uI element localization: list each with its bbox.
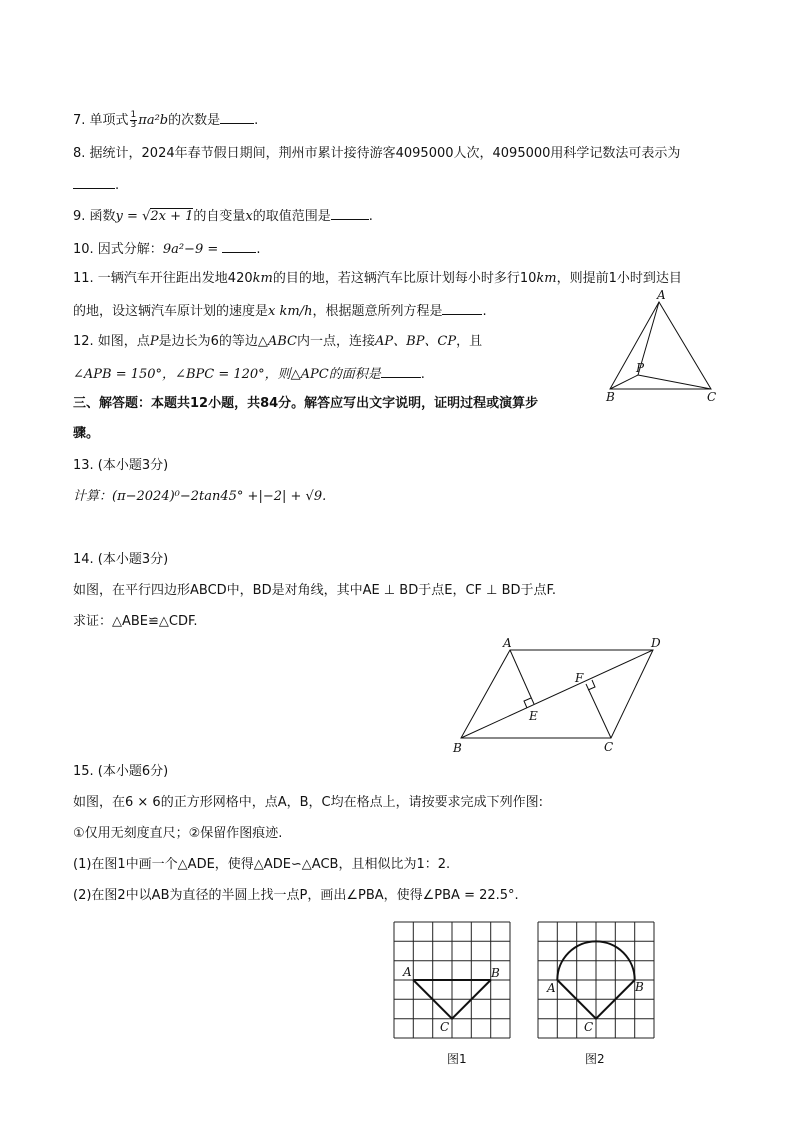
label-b: B xyxy=(453,741,462,755)
answer-blank[interactable] xyxy=(220,110,254,124)
right-angle-f xyxy=(588,680,595,690)
question-15-line1: 如图，在6 × 6的正方形网格中，点A，B，C均在格点上，请按要求完成下列作图: xyxy=(73,795,543,810)
question-15-title: 15. (本小题6分) xyxy=(73,764,169,779)
question-8: 8. 据统计，2024年春节假日期间，荆州市累计接待游客4095000人次，4095000用科学记数法可表示为 xyxy=(73,146,681,161)
label-d: D xyxy=(651,636,661,650)
sqrt-symbol: √ xyxy=(142,209,151,224)
diagonal-bd xyxy=(461,650,653,738)
question-14-prove: 求证：△ABE≌△CDF. xyxy=(73,614,198,629)
triangle-abc xyxy=(610,302,711,389)
grid-figure-1 xyxy=(392,920,512,1040)
segment-ae xyxy=(510,650,534,704)
question-8-blank-line: . xyxy=(73,175,119,195)
label-a: A xyxy=(403,965,412,979)
question-12-line1: 12. 如图，点P是边长为6的等边△ABC内一点，连接AP、BP、CP，且 xyxy=(73,334,483,349)
label-c: C xyxy=(584,1020,594,1034)
figure-2-caption: 图2 xyxy=(585,1052,605,1066)
segment-cf xyxy=(586,684,611,738)
question-13-body: 计算：(π−2024)⁰−2tan45° +|−2| + √9. xyxy=(73,489,327,504)
question-15-line3: (1)在图1中画一个△ADE，使得△ADE∽△ACB，且相似比为1：2. xyxy=(73,857,451,872)
label-b: B xyxy=(491,966,500,980)
label-c: C xyxy=(440,1020,450,1034)
question-11-line1: 11. 一辆汽车开往距出发地420km的目的地，若这辆汽车比原计划每小时多行10km，则提前1小时到达目 xyxy=(73,271,682,286)
label-b: B xyxy=(635,980,644,994)
label-b: B xyxy=(606,390,615,404)
answer-blank[interactable] xyxy=(381,364,421,378)
section-3-heading: 三、解答题：本题共12小题，共84分。解答应写出文字说明，证明过程或演算步 xyxy=(73,396,539,411)
label-a: A xyxy=(503,636,512,650)
question-14-title: 14. (本小题3分) xyxy=(73,552,169,567)
label-c: C xyxy=(604,740,614,754)
triangle-figure xyxy=(602,290,722,405)
question-7: 7. 单项式 $\frac{1}{3}$ πa²b的次数是 . xyxy=(73,110,259,130)
figure-1-caption: 图1 xyxy=(447,1052,467,1066)
question-11-line2: 的地，设这辆汽车原计划的速度是x km/h，根据题意所列方程是 . xyxy=(73,301,487,321)
question-15-line2: ①仅用无刻度直尺；②保留作图痕迹. xyxy=(73,826,283,841)
question-10: 10. 因式分解：9a²−9 = . xyxy=(73,239,261,259)
answer-blank[interactable] xyxy=(222,239,256,253)
question-14-body: 如图，在平行四边形ABCD中，BD是对角线，其中AE ⊥ BD于点E，CF ⊥ BD于点F. xyxy=(73,583,557,598)
label-c: C xyxy=(707,390,717,404)
question-12-line2: ∠APB = 150°，∠BPC = 120°，则△APC的面积是 . xyxy=(73,364,425,384)
label-p: P xyxy=(636,361,645,375)
question-15-line4: (2)在图2中以AB为直径的半圆上找一点P，画出∠PBA，使得∠PBA = 22.5°. xyxy=(73,888,519,903)
question-9: 9. 函数y = √2x + 1的自变量x的取值范围是 . xyxy=(73,206,373,226)
answer-blank[interactable] xyxy=(442,301,482,315)
label-a: A xyxy=(547,981,556,995)
question-13-title: 13. (本小题3分) xyxy=(73,458,169,473)
label-f: F xyxy=(575,671,584,685)
parallelogram-figure xyxy=(445,638,675,760)
answer-blank[interactable] xyxy=(73,175,115,189)
grid-figure-2 xyxy=(536,920,656,1040)
segment-cp xyxy=(638,375,711,389)
label-e: E xyxy=(529,709,538,723)
answer-blank[interactable] xyxy=(331,206,369,220)
label-a: A xyxy=(657,288,666,302)
fraction: $\frac{1}{3}$ xyxy=(130,110,137,130)
section-3-heading-cont: 骤。 xyxy=(73,426,100,441)
